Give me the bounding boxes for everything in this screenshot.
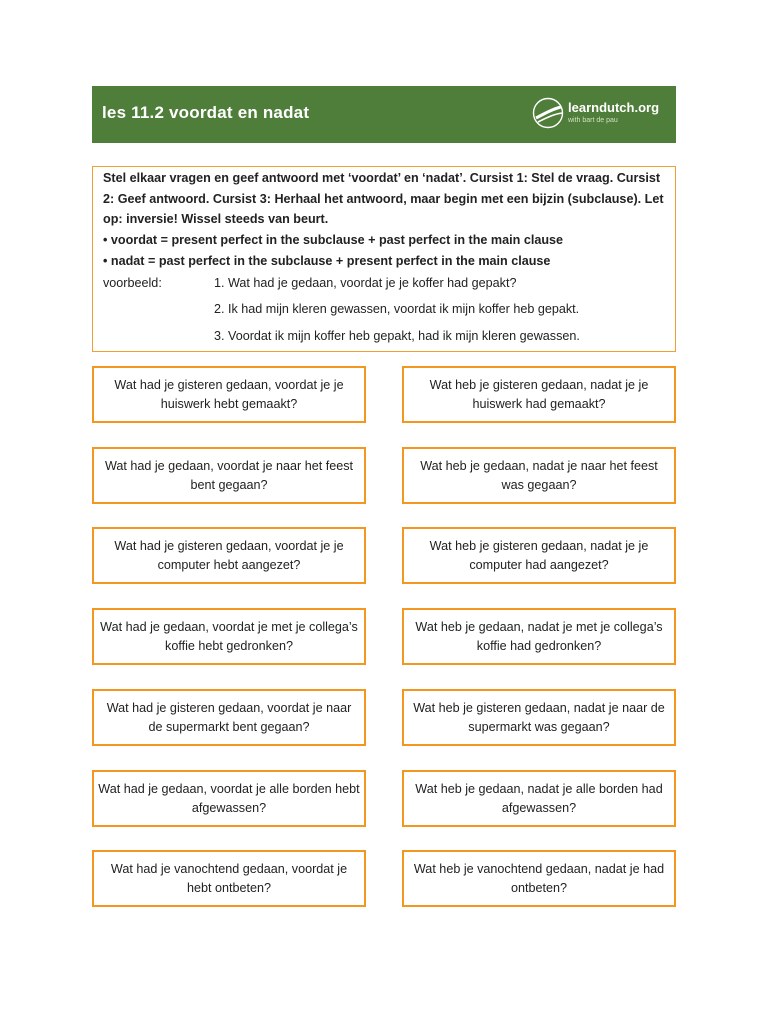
question-card-nadat-7: Wat heb je vanochtend gedaan, nadat je had ontbeten? (402, 850, 676, 907)
rule-voordat: • voordat = present perfect in the subclause + past perfect in the main clause (103, 232, 564, 247)
instructions-paragraph: Stel elkaar vragen en geef antwoord met ‘voordat’ en ‘nadat’. Cursist 1: Stel de vraag. Cursist 2: Geef antwoord. Cursist 3: Herhaal het antwoord, maar begin met een bijzin (subclause). Let op: inversie! Wissel steeds van beurt. (103, 171, 664, 226)
road-logo-icon (532, 97, 564, 129)
question-card-voordat-3: Wat had je gisteren gedaan, voordat je je computer hebt aangezet? (92, 527, 366, 584)
question-card-nadat-3: Wat heb je gisteren gedaan, nadat je je computer had aangezet? (402, 527, 676, 584)
question-card-voordat-5: Wat had je gisteren gedaan, voordat je naar de supermarkt bent gegaan? (92, 689, 366, 746)
brand-logo (532, 97, 672, 131)
example-block (103, 272, 665, 352)
instructions-box (92, 166, 676, 352)
question-card-voordat-6: Wat had je gedaan, voordat je alle borden hebt afgewassen? (92, 770, 366, 827)
page-title: les 11.2 voordat en nadat (102, 103, 310, 122)
question-card-voordat-1: Wat had je gisteren gedaan, voordat je je huiswerk hebt gemaakt? (92, 366, 366, 423)
rule-nadat: • nadat = past perfect in the subclause + present perfect in the main clause (103, 253, 551, 268)
question-card-nadat-5: Wat heb je gisteren gedaan, nadat je naar de supermarkt was gegaan? (402, 689, 676, 746)
example-1: 1. Wat had je gedaan, voordat je je koffer had gepakt? (214, 275, 517, 290)
question-card-nadat-4: Wat heb je gedaan, nadat je met je collega’s koffie had gedronken? (402, 608, 676, 665)
header-banner (92, 86, 676, 143)
example-3: 3. Voordat ik mijn koffer heb gepakt, had ik mijn kleren gewassen. (214, 328, 580, 343)
example-label: voorbeeld: (103, 275, 162, 290)
brand-tagline: with bart de pau (568, 117, 618, 124)
question-card-nadat-1: Wat heb je gisteren gedaan, nadat je je huiswerk had gemaakt? (402, 366, 676, 423)
question-card-nadat-6: Wat heb je gedaan, nadat je alle borden had afgewassen? (402, 770, 676, 827)
question-card-voordat-7: Wat had je vanochtend gedaan, voordat je hebt ontbeten? (92, 850, 366, 907)
brand-name: learndutch.org (568, 100, 660, 115)
example-2: 2. Ik had mijn kleren gewassen, voordat ik mijn koffer heb gepakt. (214, 301, 580, 316)
question-card-voordat-2: Wat had je gedaan, voordat je naar het feest bent gegaan? (92, 447, 366, 504)
question-card-voordat-4: Wat had je gedaan, voordat je met je collega’s koffie hebt gedronken? (92, 608, 366, 665)
question-card-nadat-2: Wat heb je gedaan, nadat je naar het feest was gegaan? (402, 447, 676, 504)
